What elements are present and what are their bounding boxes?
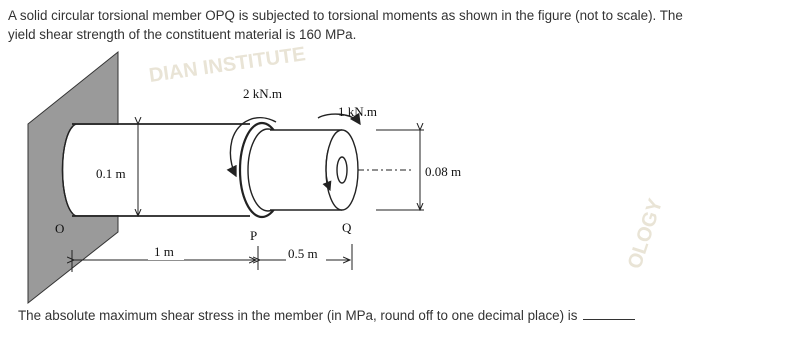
- question-line-1: A solid circular torsional member OPQ is subjected to torsional moments as shown in the figure (not to scale). The: [8, 8, 683, 23]
- answer-prompt-text: The absolute maximum shear stress in the member (in MPa, round off to one decimal place) is: [18, 308, 578, 323]
- label-torque-p: 2 kN.m: [243, 86, 282, 101]
- watermark-right: OLOGY: [623, 196, 668, 272]
- label-len-pq: 0.5 m: [288, 246, 318, 261]
- watermark-top: DIAN INSTITUTE: [147, 43, 307, 87]
- label-dia-op: 0.1 m: [96, 166, 126, 181]
- label-point-q: Q: [342, 220, 352, 235]
- shaft-end-q: [326, 130, 358, 210]
- label-torque-q: 1 kN.m: [338, 104, 377, 119]
- label-point-p: P: [250, 228, 258, 243]
- label-dia-pq: 0.08 m: [425, 164, 462, 179]
- question-line-2: yield shear strength of the constituent material is 160 MPa.: [8, 27, 357, 42]
- label-len-op: 1 m: [154, 244, 174, 259]
- answer-prompt: [18, 308, 635, 323]
- label-point-o: O: [55, 221, 65, 236]
- answer-blank[interactable]: [583, 309, 635, 320]
